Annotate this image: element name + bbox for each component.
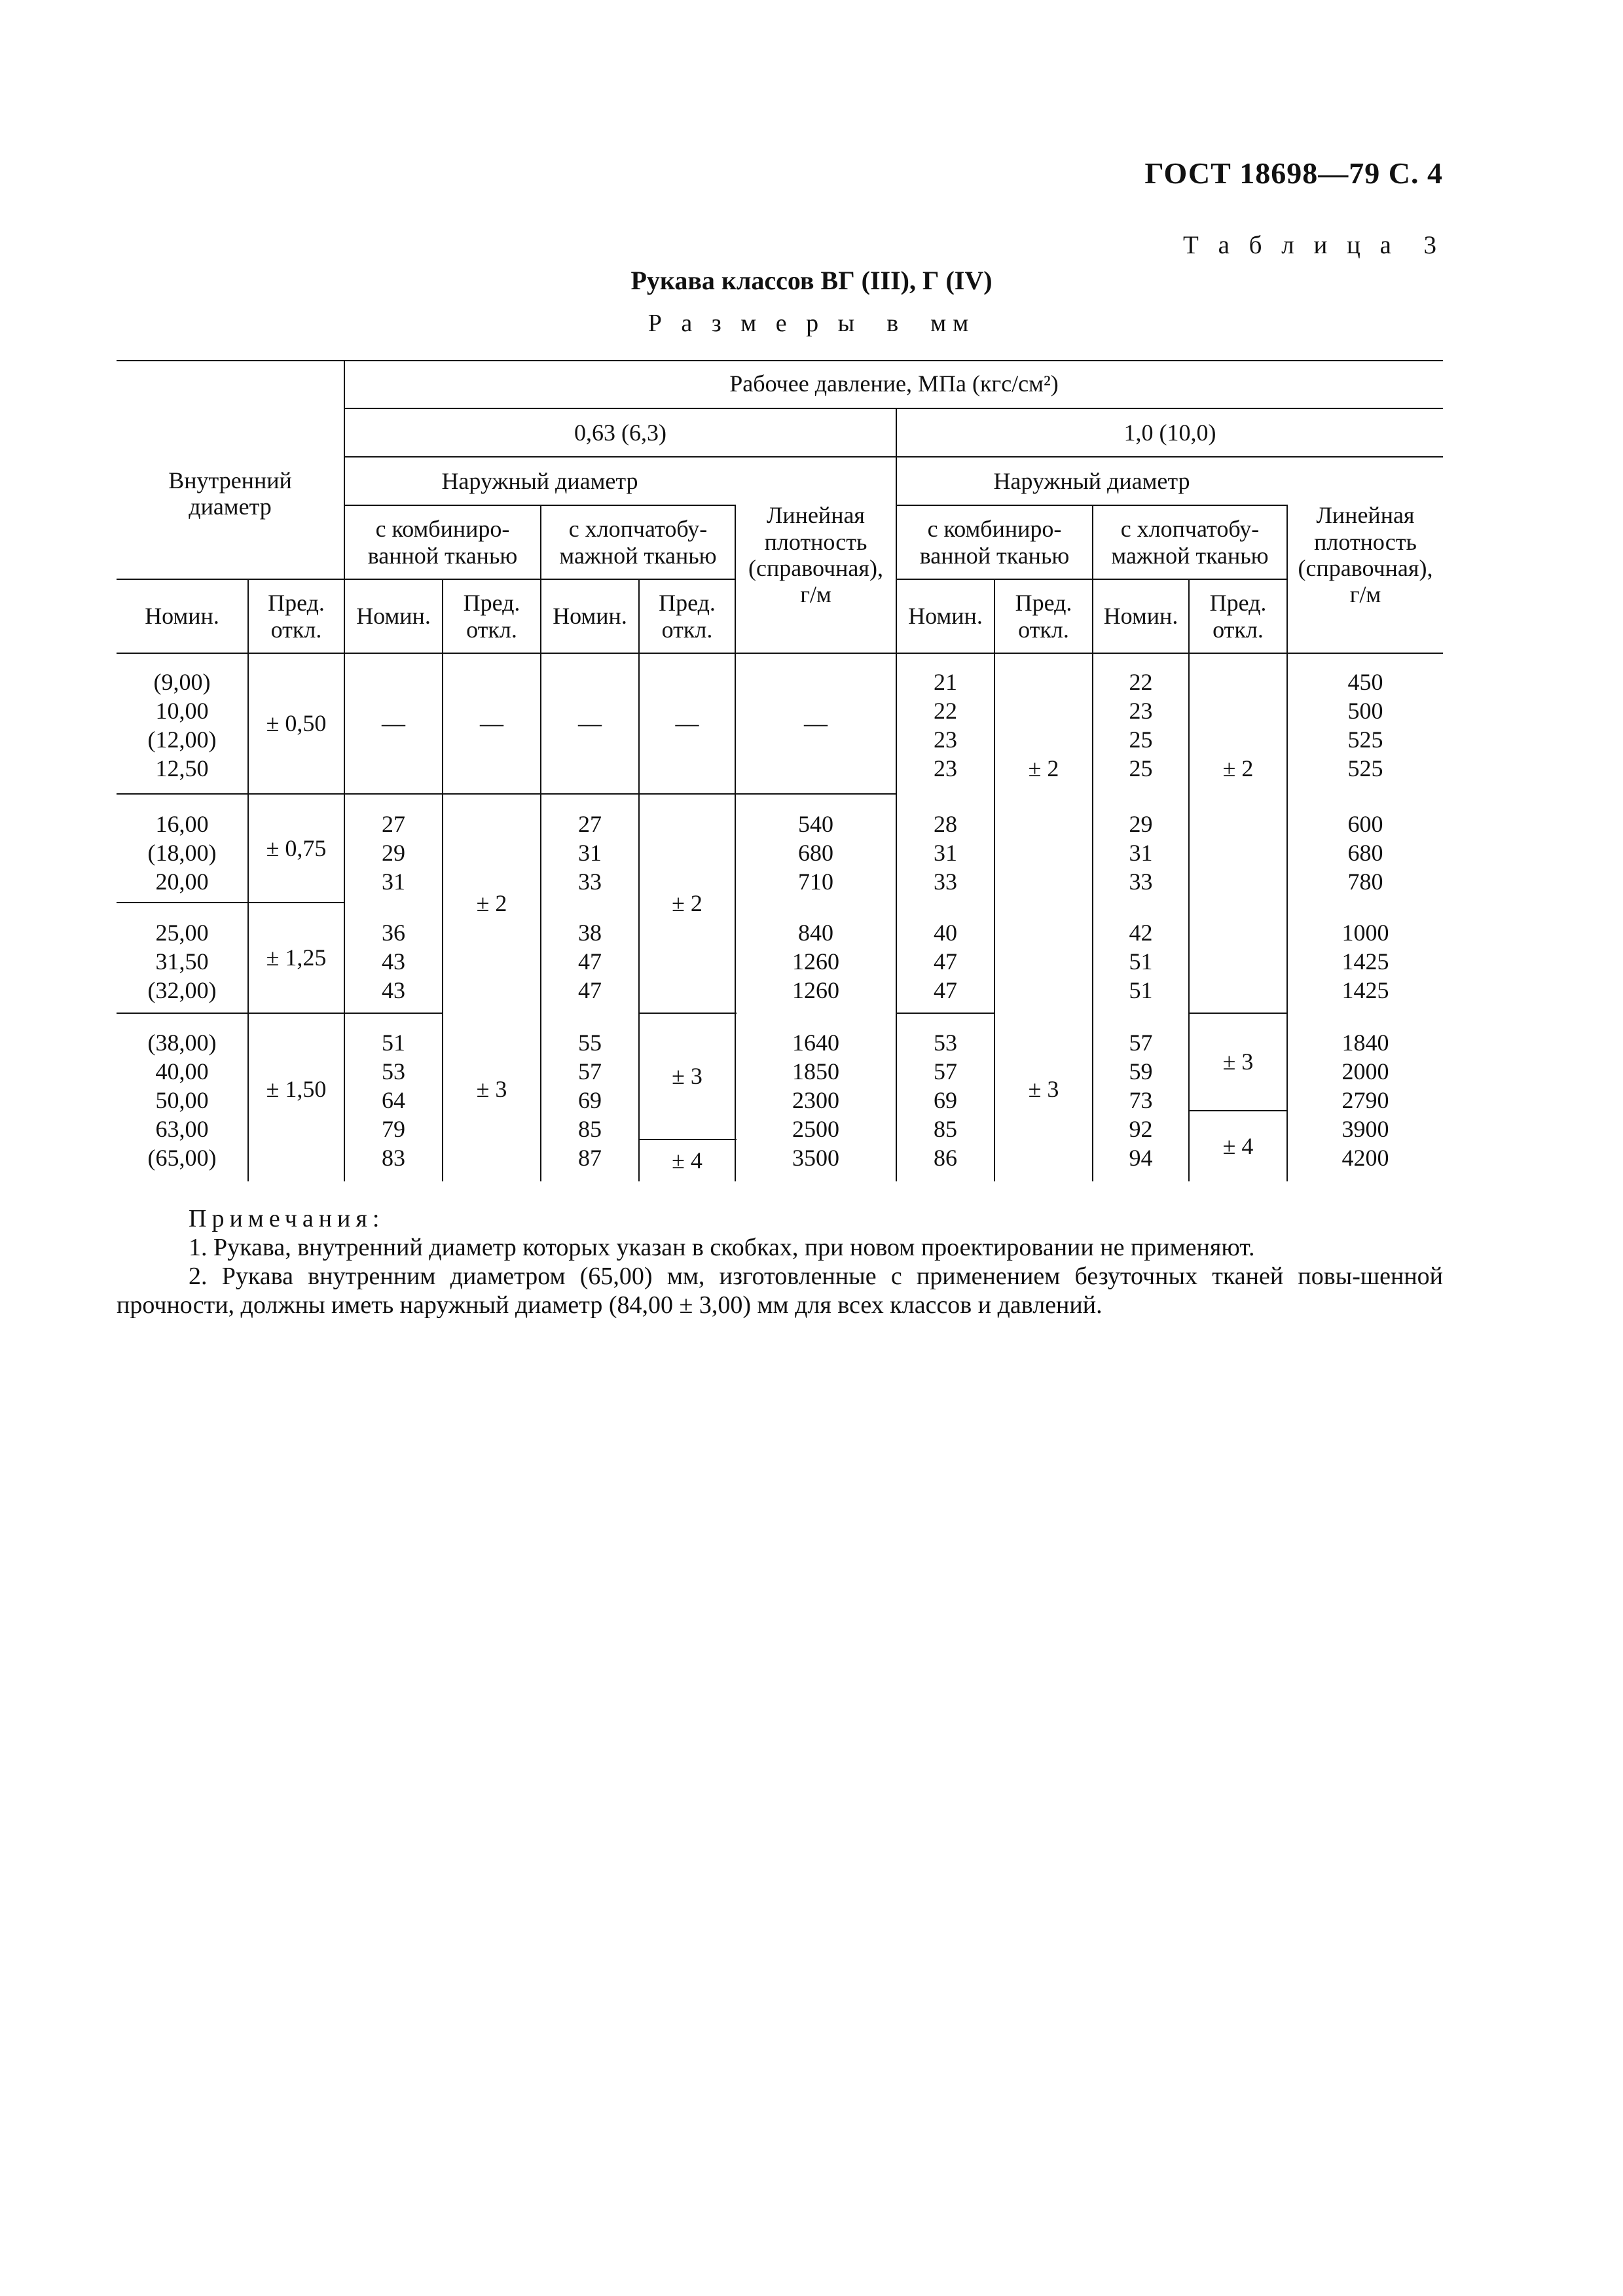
p2-cot-tolerance-2: ± 3 bbox=[1222, 1049, 1254, 1075]
header-outer-diameter-2: Наружный диаметр bbox=[993, 467, 1190, 494]
p2-cot-nominal-1: 22 23 25 25 bbox=[1129, 669, 1153, 781]
p1-comb-nominal-4: 51 53 64 79 83 bbox=[382, 1030, 405, 1171]
header-p2-comb-tolerance: Пред. откл. bbox=[1015, 590, 1072, 643]
p2-density-4: 1840 2000 2790 3900 4200 bbox=[1341, 1030, 1389, 1171]
notes bbox=[117, 1204, 1443, 1319]
data-table bbox=[117, 360, 1443, 1181]
p1-comb-tolerance-1: — bbox=[480, 710, 503, 737]
p1-comb-nominal-1: — bbox=[382, 710, 405, 737]
inner-nominal-group-1: (9,00) 10,00 (12,00) 12,50 bbox=[147, 669, 217, 781]
p1-cot-nominal-4: 55 57 69 85 87 bbox=[578, 1030, 602, 1171]
p2-density-3: 1000 1425 1425 bbox=[1341, 920, 1389, 1003]
p1-comb-tolerance-3: ± 3 bbox=[476, 1075, 507, 1102]
inner-tolerance-4: ± 1,50 bbox=[266, 1075, 327, 1102]
p2-density-1: 450 500 525 525 bbox=[1347, 669, 1383, 781]
p1-density-2: 540 680 710 bbox=[798, 811, 833, 895]
header-outer-diameter-1: Наружный диаметр bbox=[441, 467, 638, 494]
p2-comb-nominal-1: 21 22 23 23 bbox=[934, 669, 957, 781]
header-linear-density-2: Линейная плотность (справочная), г/м bbox=[1298, 502, 1433, 608]
header-p1-comb-nominal: Номин. bbox=[356, 603, 431, 630]
header-working-pressure: Рабочее давление, МПа (кгс/см²) bbox=[729, 370, 1059, 397]
note-item: 1. Рукава, внутренний диаметр которых указан в скобках, при новом проектировании не применяют. bbox=[189, 1234, 1255, 1261]
inner-tolerance-1: ± 0,50 bbox=[266, 710, 327, 737]
p1-density-4: 1640 1850 2300 2500 3500 bbox=[792, 1030, 839, 1171]
p2-comb-nominal-2: 28 31 33 bbox=[934, 811, 957, 895]
p2-comb-nominal-3: 40 47 47 bbox=[934, 920, 957, 1003]
p2-comb-tolerance-1: ± 2 bbox=[1028, 755, 1059, 781]
header-p2-cot-nominal: Номин. bbox=[1103, 603, 1178, 630]
p2-cot-nominal-4: 57 59 73 92 94 bbox=[1129, 1030, 1153, 1171]
p2-cot-tolerance-3: ± 4 bbox=[1222, 1133, 1254, 1160]
p1-cot-nominal-1: — bbox=[578, 710, 602, 737]
page-header: ГОСТ 18698—79 С. 4 bbox=[1144, 156, 1443, 190]
header-pressure-2: 1,0 (10,0) bbox=[1123, 419, 1216, 446]
header-p2-cot-tolerance: Пред. откл. bbox=[1209, 590, 1267, 643]
header-inner-tolerance: Пред. откл. bbox=[268, 590, 325, 643]
p1-comb-nominal-3: 36 43 43 bbox=[382, 920, 405, 1003]
p1-cot-tolerance-3: ± 3 bbox=[672, 1063, 702, 1090]
p1-cot-nominal-2: 27 31 33 bbox=[578, 811, 602, 895]
table-number: Т а б л и ц а 3 bbox=[1183, 231, 1443, 259]
p1-comb-nominal-2: 27 29 31 bbox=[382, 811, 405, 895]
p2-cot-nominal-2: 29 31 33 bbox=[1129, 811, 1153, 895]
notes-title: Примечания: bbox=[189, 1205, 385, 1232]
inner-nominal-group-3: 25,00 31,50 (32,00) bbox=[147, 920, 217, 1003]
p1-comb-tolerance-2: ± 2 bbox=[476, 890, 507, 917]
header-cotton-fabric-1: с хлопчатобу- мажной тканью bbox=[559, 516, 717, 569]
header-cotton-fabric-2: с хлопчатобу- мажной тканью bbox=[1111, 516, 1269, 569]
note-item: 2. Рукава внутренним диаметром (65,00) мм, изготовленные с применением безуточных тканей повы-шенной прочности, должны иметь наружный диаметр (84,00 ± 3,00) мм для всех классов и давлений. bbox=[117, 1263, 1443, 1319]
inner-nominal-group-4: (38,00) 40,00 50,00 63,00 (65,00) bbox=[147, 1030, 217, 1171]
p1-density-1: — bbox=[804, 710, 828, 737]
header-inner-nominal: Номин. bbox=[145, 603, 219, 630]
header-p1-cot-tolerance: Пред. откл. bbox=[659, 590, 716, 643]
header-p2-comb-nominal: Номин. bbox=[908, 603, 983, 630]
header-p1-comb-tolerance: Пред. откл. bbox=[463, 590, 520, 643]
header-pressure-1: 0,63 (6,3) bbox=[574, 419, 666, 446]
header-linear-density-1: Линейная плотность (справочная), г/м bbox=[748, 502, 883, 608]
p2-cot-tolerance-1: ± 2 bbox=[1222, 755, 1254, 781]
p1-cot-tolerance-1: — bbox=[675, 710, 699, 737]
rule-group-3d bbox=[896, 1013, 994, 1014]
header-combined-fabric-2: с комбиниро- ванной тканью bbox=[919, 516, 1070, 569]
rule-group-3b bbox=[344, 1013, 442, 1014]
p2-comb-nominal-4: 53 57 69 85 86 bbox=[934, 1030, 957, 1171]
table-title: Рукава классов ВГ (III), Г (IV) bbox=[630, 266, 993, 295]
p1-density-3: 840 1260 1260 bbox=[792, 920, 839, 1003]
p1-cot-tolerance-2: ± 2 bbox=[672, 890, 702, 917]
units-caption: Р а з м е р ы в мм bbox=[647, 310, 976, 337]
header-combined-fabric-1: с комбиниро- ванной тканью bbox=[367, 516, 518, 569]
inner-tolerance-3: ± 1,25 bbox=[266, 944, 327, 971]
header-inner-diameter: Внутренний диаметр bbox=[168, 467, 292, 520]
p1-cot-nominal-3: 38 47 47 bbox=[578, 920, 602, 1003]
p2-comb-tolerance-2: ± 3 bbox=[1028, 1075, 1059, 1102]
inner-nominal-group-2: 16,00 (18,00) 20,00 bbox=[147, 811, 217, 895]
header-p1-cot-nominal: Номин. bbox=[553, 603, 627, 630]
inner-tolerance-2: ± 0,75 bbox=[266, 834, 327, 861]
p1-cot-tolerance-4: ± 4 bbox=[672, 1147, 702, 1174]
p2-cot-nominal-3: 42 51 51 bbox=[1129, 920, 1153, 1003]
p2-density-2: 600 680 780 bbox=[1347, 811, 1383, 895]
